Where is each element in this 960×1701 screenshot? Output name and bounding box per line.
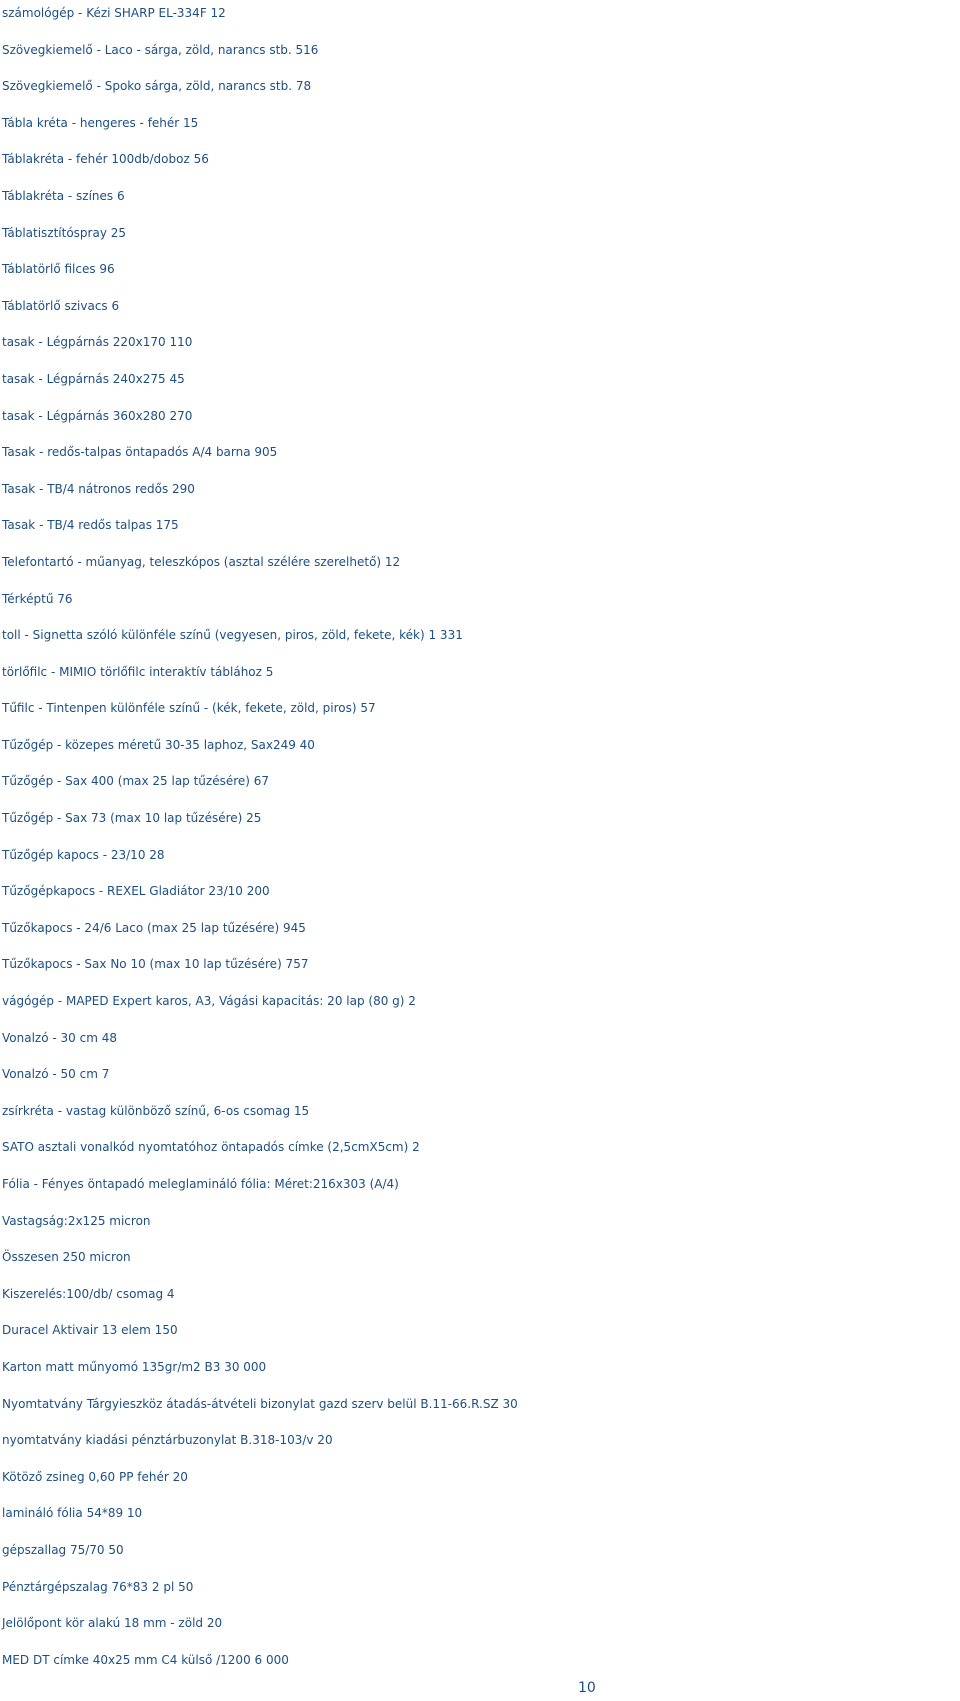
list-item: Tűzőgép - Sax 73 (max 10 lap tűzésére) 25 — [2, 811, 262, 826]
list-item: Tűzőgép - Sax 400 (max 25 lap tűzésére) 67 — [2, 774, 270, 789]
list-item: Térképtű 76 — [2, 591, 73, 606]
list-item: Tűzőgép kapocs - 23/10 28 — [2, 847, 165, 862]
list-item: Nyomtatvány Tárgyieszköz átadás-átvételi bizonylat gazd szerv belül B.11-66.R.SZ 30 — [2, 1396, 518, 1411]
list-item: tasak - Légpárnás 220x170 110 — [2, 335, 193, 350]
list-item: vágógép - MAPED Expert karos, A3, Vágási kapacitás: 20 lap (80 g) 2 — [2, 994, 416, 1009]
list-item: Tasak - redős-talpas öntapadós A/4 barna 905 — [2, 445, 278, 460]
list-item: Táblakréta - színes 6 — [2, 188, 125, 203]
list-item: tasak - Légpárnás 360x280 270 — [2, 408, 193, 423]
list-item: nyomtatvány kiadási pénztárbuzonylat B.318-103/v 20 — [2, 1433, 333, 1448]
list-item: Táblatisztítóspray 25 — [2, 225, 127, 240]
page-number: 10 — [578, 1680, 596, 1696]
list-item: Telefontartó - műanyag, teleszkópos (asztal szélére szerelhető) 12 — [2, 554, 401, 569]
list-item: Jelölőpont kör alakú 18 mm - zöld 20 — [2, 1616, 223, 1631]
list-item: SATO asztali vonalkód nyomtatóhoz öntapadós címke (2,5cmX5cm) 2 — [2, 1140, 420, 1155]
list-item: Tasak - TB/4 redős talpas 175 — [2, 518, 179, 533]
list-item: Szövegkiemelő - Laco - sárga, zöld, narancs stb. 516 — [2, 42, 319, 57]
list-item: Tűfilc - Tintenpen különféle színű - (kék, fekete, zöld, piros) 57 — [2, 701, 376, 716]
list-item: Tasak - TB/4 nátronos redős 290 — [2, 481, 195, 496]
list-item: Táblakréta - fehér 100db/doboz 56 — [2, 152, 209, 167]
list-item: zsírkréta - vastag különböző színű, 6-os csomag 15 — [2, 1103, 310, 1118]
list-item: törlőfilc - MIMIO törlőfilc interaktív táblához 5 — [2, 664, 274, 679]
list-item: Tábla kréta - hengeres - fehér 15 — [2, 115, 199, 130]
list-item: MED DT címke 40x25 mm C4 külső /1200 6 000 — [2, 1652, 289, 1667]
list-item: Táblatörlő filces 96 — [2, 262, 115, 277]
list-item: Fólia - Fényes öntapadó meleglamináló fólia: Méret:216x303 (A/4) — [2, 1177, 399, 1191]
list-item: Szövegkiemelő - Spoko sárga, zöld, narancs stb. 78 — [2, 79, 312, 94]
list-item: Táblatörlő szivacs 6 — [2, 298, 120, 313]
list-item: gépszallag 75/70 50 — [2, 1542, 124, 1557]
list-item: lamináló fólia 54*89 10 — [2, 1506, 143, 1521]
list-item: Összesen 250 micron — [2, 1250, 131, 1265]
list-item: toll - Signetta szóló különféle színű (vegyesen, piros, zöld, fekete, kék) 1 331 — [2, 628, 463, 643]
list-item: Tűzőkapocs - Sax No 10 (max 10 lap tűzésére) 757 — [2, 957, 309, 972]
list-item: tasak - Légpárnás 240x275 45 — [2, 371, 185, 386]
list-item: Vastagság:2x125 micron — [2, 1213, 151, 1228]
list-item: számológép - Kézi SHARP EL-334F 12 — [2, 6, 226, 20]
list-item: Vonalzó - 30 cm 48 — [2, 1030, 117, 1045]
list-item: Kötöző zsineg 0,60 PP fehér 20 — [2, 1469, 188, 1484]
list-item: Kiszerelés:100/db/ csomag 4 — [2, 1286, 175, 1301]
list-item: Karton matt műnyomó 135gr/m2 B3 30 000 — [2, 1359, 267, 1374]
list-item: Duracel Aktivair 13 elem 150 — [2, 1323, 178, 1338]
list-item: Tűzőgépkapocs - REXEL Gladiátor 23/10 200 — [2, 884, 270, 899]
list-item: Pénztárgépszalag 76*83 2 pl 50 — [2, 1579, 194, 1594]
list-item: Tűzőkapocs - 24/6 Laco (max 25 lap tűzésére) 945 — [2, 920, 306, 935]
list-item: Tűzőgép - közepes méretű 30-35 laphoz, Sax249 40 — [2, 737, 315, 752]
list-item: Vonalzó - 50 cm 7 — [2, 1067, 110, 1082]
document-body — [2, 0, 958, 1683]
